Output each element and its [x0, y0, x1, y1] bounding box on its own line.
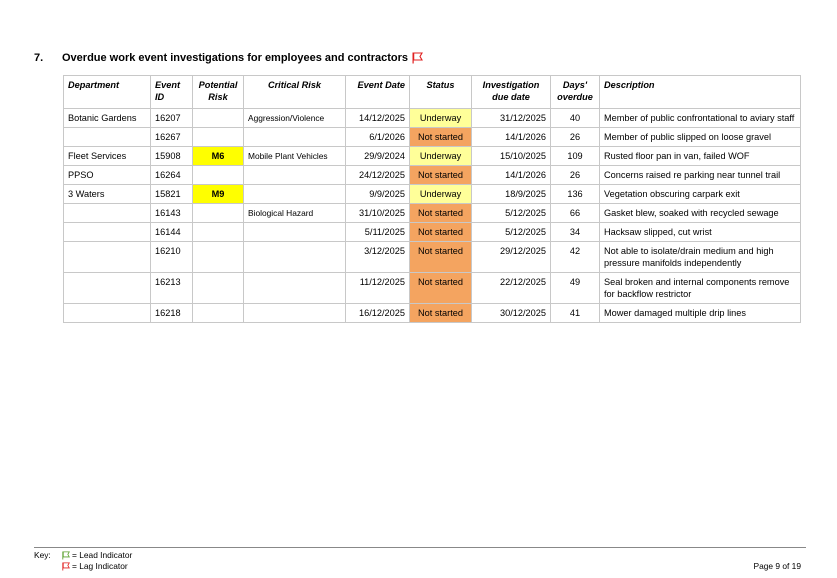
section-number: 7. — [34, 52, 44, 64]
table-row — [64, 128, 801, 147]
table-row — [64, 147, 801, 166]
critical-risk-cell — [244, 273, 346, 304]
event-id-cell: 16143 — [151, 204, 193, 223]
status-cell: Not started — [410, 242, 472, 273]
department-cell — [64, 304, 151, 323]
due-date-cell: 15/10/2025 — [472, 147, 551, 166]
lag-indicator-flag-icon — [412, 52, 423, 64]
event-id-cell: 15821 — [151, 185, 193, 204]
status-cell: Not started — [410, 223, 472, 242]
key-label: Key: — [34, 550, 51, 560]
col-header: Status — [410, 76, 472, 109]
due-date-cell: 14/1/2026 — [472, 128, 551, 147]
potential-risk-cell: M6 — [193, 147, 244, 166]
days-overdue-cell: 40 — [551, 109, 600, 128]
event-date-cell: 16/12/2025 — [346, 304, 410, 323]
key-lag-row — [62, 561, 132, 572]
status-cell: Underway — [410, 185, 472, 204]
status-cell: Not started — [410, 128, 472, 147]
table-row — [64, 223, 801, 242]
table-row — [64, 304, 801, 323]
due-date-cell: 14/1/2026 — [472, 166, 551, 185]
critical-risk-cell — [244, 185, 346, 204]
due-date-cell: 30/12/2025 — [472, 304, 551, 323]
description-cell: Not able to isolate/drain medium and high pressure manifolds independently — [600, 242, 801, 273]
section-heading — [34, 52, 423, 64]
event-date-cell: 29/9/2024 — [346, 147, 410, 166]
due-date-cell: 5/12/2025 — [472, 223, 551, 242]
event-date-cell: 14/12/2025 — [346, 109, 410, 128]
event-id-cell: 16264 — [151, 166, 193, 185]
department-cell — [64, 242, 151, 273]
col-header: Department — [64, 76, 151, 109]
description-cell: Mower damaged multiple drip lines — [600, 304, 801, 323]
col-header: Investigation due date — [472, 76, 551, 109]
description-cell: Seal broken and internal components remove for backflow restrictor — [600, 273, 801, 304]
lag-indicator-flag-icon — [62, 562, 70, 571]
due-date-cell: 5/12/2025 — [472, 204, 551, 223]
table-row — [64, 273, 801, 304]
description-cell: Concerns raised re parking near tunnel trail — [600, 166, 801, 185]
event-id-cell: 16213 — [151, 273, 193, 304]
critical-risk-cell — [244, 166, 346, 185]
critical-risk-cell — [244, 223, 346, 242]
department-cell — [64, 204, 151, 223]
critical-risk-cell — [244, 128, 346, 147]
department-cell: PPSO — [64, 166, 151, 185]
event-id-cell: 16207 — [151, 109, 193, 128]
potential-risk-cell — [193, 204, 244, 223]
event-date-cell: 6/1/2026 — [346, 128, 410, 147]
days-overdue-cell: 34 — [551, 223, 600, 242]
lag-indicator-label: = Lag Indicator — [72, 561, 128, 571]
event-date-cell: 9/9/2025 — [346, 185, 410, 204]
department-cell: Botanic Gardens — [64, 109, 151, 128]
potential-risk-cell — [193, 242, 244, 273]
overdue-investigations-table — [63, 75, 801, 323]
status-cell: Underway — [410, 109, 472, 128]
lead-indicator-flag-icon — [62, 551, 70, 560]
department-cell — [64, 223, 151, 242]
table-row — [64, 185, 801, 204]
table-header-row — [64, 76, 801, 109]
event-id-cell: 16267 — [151, 128, 193, 147]
event-date-cell: 31/10/2025 — [346, 204, 410, 223]
description-cell: Gasket blew, soaked with recycled sewage — [600, 204, 801, 223]
table-row — [64, 242, 801, 273]
event-date-cell: 5/11/2025 — [346, 223, 410, 242]
section-title: Overdue work event investigations for employees and contractors — [62, 52, 408, 64]
event-date-cell: 3/12/2025 — [346, 242, 410, 273]
col-header: Days' overdue — [551, 76, 600, 109]
event-id-cell: 16210 — [151, 242, 193, 273]
days-overdue-cell: 66 — [551, 204, 600, 223]
table-row — [64, 166, 801, 185]
col-header: Description — [600, 76, 801, 109]
days-overdue-cell: 41 — [551, 304, 600, 323]
description-cell: Hacksaw slipped, cut wrist — [600, 223, 801, 242]
potential-risk-cell — [193, 223, 244, 242]
potential-risk-cell — [193, 304, 244, 323]
days-overdue-cell: 136 — [551, 185, 600, 204]
status-cell: Not started — [410, 304, 472, 323]
days-overdue-cell: 26 — [551, 166, 600, 185]
status-cell: Underway — [410, 147, 472, 166]
status-cell: Not started — [410, 204, 472, 223]
status-cell: Not started — [410, 166, 472, 185]
due-date-cell: 18/9/2025 — [472, 185, 551, 204]
potential-risk-cell — [193, 109, 244, 128]
table-row — [64, 204, 801, 223]
critical-risk-cell: Aggression/Violence — [244, 109, 346, 128]
table-row — [64, 109, 801, 128]
critical-risk-cell: Mobile Plant Vehicles — [244, 147, 346, 166]
event-date-cell: 11/12/2025 — [346, 273, 410, 304]
potential-risk-cell — [193, 273, 244, 304]
department-cell — [64, 128, 151, 147]
critical-risk-cell — [244, 304, 346, 323]
event-id-cell: 16144 — [151, 223, 193, 242]
description-cell: Member of public confrontational to aviary staff — [600, 109, 801, 128]
days-overdue-cell: 42 — [551, 242, 600, 273]
key-lead-row — [62, 550, 132, 561]
due-date-cell: 22/12/2025 — [472, 273, 551, 304]
event-date-cell: 24/12/2025 — [346, 166, 410, 185]
department-cell: 3 Waters — [64, 185, 151, 204]
critical-risk-cell — [244, 242, 346, 273]
col-header: Potential Risk — [193, 76, 244, 109]
footer-divider — [34, 547, 806, 548]
lead-indicator-label: = Lead Indicator — [72, 550, 133, 560]
description-cell: Member of public slipped on loose gravel — [600, 128, 801, 147]
event-id-cell: 16218 — [151, 304, 193, 323]
status-cell: Not started — [410, 273, 472, 304]
due-date-cell: 29/12/2025 — [472, 242, 551, 273]
due-date-cell: 31/12/2025 — [472, 109, 551, 128]
critical-risk-cell: Biological Hazard — [244, 204, 346, 223]
potential-risk-cell — [193, 166, 244, 185]
col-header: Event ID — [151, 76, 193, 109]
days-overdue-cell: 109 — [551, 147, 600, 166]
description-cell: Vegetation obscuring carpark exit — [600, 185, 801, 204]
potential-risk-cell — [193, 128, 244, 147]
days-overdue-cell: 26 — [551, 128, 600, 147]
potential-risk-cell: M9 — [193, 185, 244, 204]
col-header: Critical Risk — [244, 76, 346, 109]
department-cell: Fleet Services — [64, 147, 151, 166]
department-cell — [64, 273, 151, 304]
event-id-cell: 15908 — [151, 147, 193, 166]
col-header: Event Date — [346, 76, 410, 109]
page-number: Page 9 of 19 — [753, 561, 801, 571]
description-cell: Rusted floor pan in van, failed WOF — [600, 147, 801, 166]
days-overdue-cell: 49 — [551, 273, 600, 304]
